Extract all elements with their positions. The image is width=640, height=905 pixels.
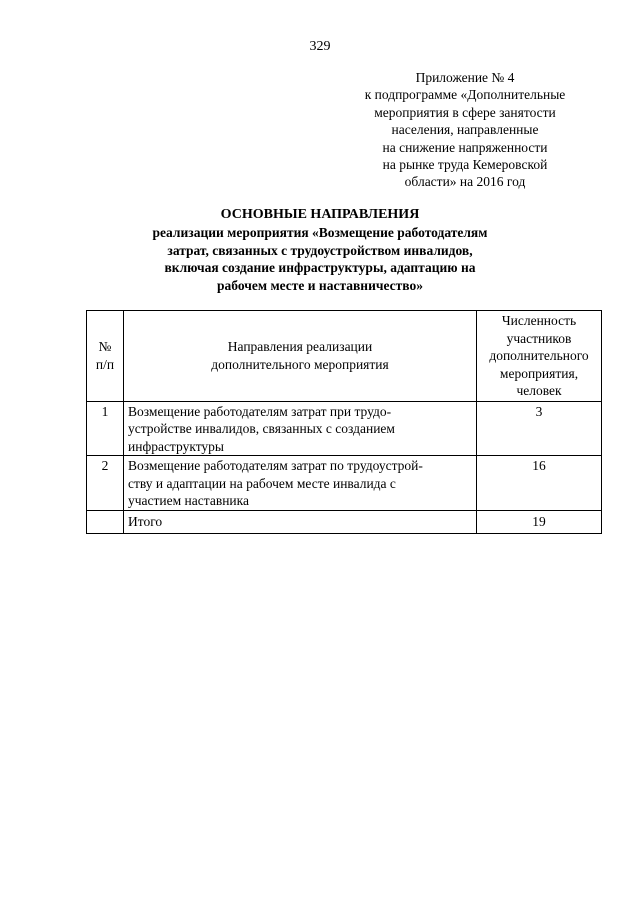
total-count: 19 <box>477 510 602 533</box>
header-count-line: человек <box>516 383 562 398</box>
row-description-line: устройстве инвалидов, связанных с созданием <box>128 421 395 436</box>
header-num-line: п/п <box>95 356 115 372</box>
appendix-line: мероприятия в сфере занятости <box>374 104 556 120</box>
row-description-line: участием наставника <box>128 493 249 508</box>
table-row <box>87 401 602 456</box>
document-subtitle-line: реализации мероприятия «Возмещение работодателям <box>152 225 488 240</box>
document-subtitle-line: рабочем месте и наставничество» <box>217 277 423 293</box>
row-count: 3 <box>477 401 602 456</box>
header-direction-line: Направления реализации <box>227 339 373 355</box>
document-title: ОСНОВНЫЕ НАПРАВЛЕНИЯ <box>220 207 420 222</box>
appendix-line: к подпрограмме «Дополнительные <box>364 87 566 103</box>
table-row <box>87 456 602 511</box>
header-count-line: участников <box>506 330 572 346</box>
header-num <box>87 311 124 402</box>
appendix-line: области» на 2016 год <box>404 174 526 190</box>
appendix-line: населения, направленные <box>391 122 539 138</box>
header-num-line: № <box>98 339 112 355</box>
appendix-line: на снижение напряженности <box>382 139 548 155</box>
table-header-row <box>87 311 602 402</box>
appendix-note <box>330 69 600 191</box>
header-count-line: мероприятия, <box>499 365 579 381</box>
directions-table <box>86 310 602 534</box>
table-total-row <box>87 510 602 533</box>
document-subtitle-line: включая создание инфраструктуры, адаптацию на <box>164 260 476 276</box>
row-count: 16 <box>477 456 602 511</box>
header-count <box>477 311 602 402</box>
row-description-line: Возмещение работодателям затрат при трудо- <box>128 403 392 419</box>
row-description-line: ству и адаптации на рабочем месте инвалида с <box>128 475 396 491</box>
document-title-block <box>0 206 640 294</box>
total-number <box>87 510 124 533</box>
appendix-line: на рынке труда Кемеровской <box>382 157 548 173</box>
row-description-line: Возмещение работодателям затрат по трудоустрой- <box>128 458 423 473</box>
page-number: 329 <box>309 39 331 54</box>
document-subtitle-line: затрат, связанных с трудоустройством инвалидов, <box>167 242 473 258</box>
row-number: 1 <box>87 401 124 456</box>
row-description <box>124 456 477 511</box>
total-label: Итого <box>124 510 477 533</box>
header-count-line: Численность <box>501 313 577 328</box>
appendix-line: Приложение № 4 <box>415 70 515 85</box>
row-description <box>124 401 477 456</box>
row-number: 2 <box>87 456 124 511</box>
header-direction-line: дополнительного мероприятия <box>211 356 389 372</box>
header-count-line: дополнительного <box>489 348 589 363</box>
row-description-line: инфраструктуры <box>128 438 224 454</box>
header-direction <box>124 311 477 402</box>
